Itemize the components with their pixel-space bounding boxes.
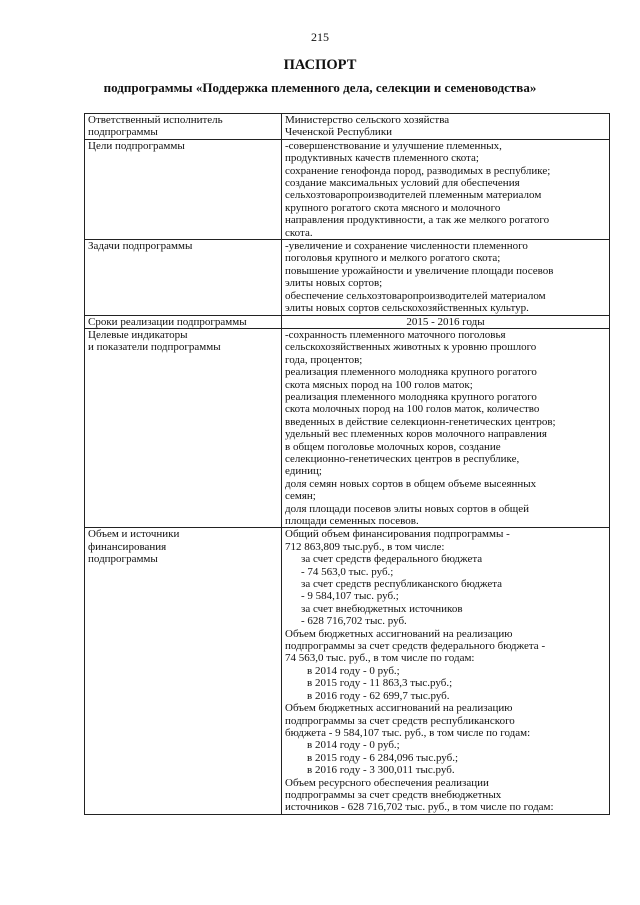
value-line: -сохранность племенного маточного поголовья: [285, 328, 506, 341]
value-line: - 74 563,0 тыс. руб.;: [301, 565, 394, 578]
value-line: реализация племенного молодняка крупного рогатого: [285, 366, 537, 379]
value-line: 712 863,809 тыс.руб., в том числе:: [285, 540, 445, 553]
value-line: в общем поголовье молочных коров, создание: [285, 440, 501, 453]
value-line: Министерство сельского хозяйства: [285, 114, 450, 126]
label-line: подпрограммы: [88, 553, 158, 566]
value-line: бюджета - 9 584,107 тыс. руб., в том числе по годам:: [285, 726, 531, 739]
value-line: в 2015 году - 11 863,3 тыс.руб.;: [307, 677, 453, 690]
value-line: подпрограммы за счет средств федерального бюджета -: [285, 640, 546, 653]
value-line: -увеличение и сохранение численности племенного: [285, 240, 528, 253]
value-line: за счет средств федерального бюджета: [301, 553, 483, 566]
value-line: Объем бюджетных ассигнований на реализацию: [285, 702, 513, 715]
table-row-financing: [85, 528, 610, 814]
label-line: Целевые индикаторы: [88, 328, 188, 341]
value-line: единиц;: [285, 465, 322, 478]
value-line: подпрограммы за счет средств республиканского: [285, 714, 515, 727]
value-line: элиты новых сортов сельскохозяйственных культур.: [285, 302, 529, 315]
value-line: Чеченской Республики: [285, 126, 393, 139]
label-line: подпрограммы: [88, 126, 158, 139]
value-line: продуктивных качеств племенного скота;: [285, 152, 479, 165]
row-label-goals: [85, 139, 282, 239]
table-row-indicators: [85, 328, 610, 528]
value-line: за счет внебюджетных источников: [301, 602, 463, 615]
row-label-financing: [85, 528, 282, 814]
value-line: в 2014 году - 0 руб.;: [307, 739, 400, 752]
value-line: обеспечение сельхозтоваропроизводителей материалом: [285, 289, 546, 302]
passport-table: [84, 113, 610, 815]
value-line: 74 563,0 тыс. руб., в том числе по годам:: [285, 652, 475, 665]
table-row-goals: [85, 139, 610, 239]
value-line: доля площади посевов элиты новых сортов в общей: [285, 502, 530, 515]
row-value-responsible: [282, 114, 610, 140]
value-line: Объем бюджетных ассигнований на реализацию: [285, 627, 513, 640]
table-row-responsible: [85, 114, 610, 140]
value-line: удельный вес племенных коров молочного направления: [285, 428, 547, 441]
label-line: финансирования: [88, 540, 167, 553]
value-line: Объем ресурсного обеспечения реализации: [285, 776, 489, 789]
value-line: реализация племенного молодняка крупного рогатого: [285, 390, 537, 403]
value-line: введенных в действие селекционн-генетических центров;: [285, 415, 556, 428]
document-title: ПАСПОРТ: [283, 57, 357, 73]
row-value-timeframe: [282, 315, 610, 328]
row-value-indicators: [282, 328, 610, 528]
value-line: - 9 584,107 тыс. руб.;: [301, 590, 399, 603]
row-value-goals: [282, 139, 610, 239]
value-line: в 2015 году - 6 284,096 тыс.руб.;: [307, 751, 459, 764]
row-label-timeframe: [85, 315, 282, 328]
label-line: Объем и источники: [88, 528, 180, 541]
value-line: года, процентов;: [285, 353, 363, 366]
value-line: семян;: [285, 490, 316, 503]
value-line: сохранение генофонда пород, разводимых в республике;: [285, 164, 551, 177]
value-line: -совершенствование и улучшение племенных,: [285, 139, 502, 152]
label-line: и показатели подпрограммы: [88, 341, 221, 354]
row-label-responsible: [85, 114, 282, 140]
value-line: крупного рогатого скота мясного и молочного: [285, 201, 501, 214]
value-line: в 2014 году - 0 руб.;: [307, 664, 400, 677]
value-line: скота мясных пород на 100 голов маток;: [285, 378, 473, 391]
label-line: Задачи подпрограммы: [88, 240, 193, 253]
value-line: 2015 - 2016 годы: [406, 315, 485, 328]
value-line: скота.: [285, 226, 313, 239]
row-label-indicators: [85, 328, 282, 528]
value-line: сельхозтоваропроизводителей племенным материалом: [285, 189, 542, 202]
label-line: Ответственный исполнитель: [88, 114, 223, 126]
page-number: 215: [311, 30, 329, 44]
row-label-tasks: [85, 240, 282, 315]
value-line: повышение урожайности и увеличение площади посевов: [285, 264, 554, 277]
value-line: в 2016 году - 3 300,011 тыс.руб.: [307, 764, 455, 777]
value-line: поголовья крупного и мелкого рогатого скота;: [285, 252, 501, 265]
table-row-tasks: [85, 240, 610, 315]
value-line: площади семенных посевов.: [285, 515, 419, 527]
value-line: селекционно-генетических центров в республике,: [285, 452, 520, 465]
value-line: скота молочных пород на 100 голов маток, количество: [285, 403, 540, 416]
value-line: направления продуктивности, а так же мелкого рогатого: [285, 214, 550, 227]
row-value-tasks: [282, 240, 610, 315]
value-line: доля семян новых сортов в общем объеме высеянных: [285, 477, 537, 490]
value-line: создание максимальных условий для обеспечения: [285, 177, 520, 190]
value-line: источников - 628 716,702 тыс. руб., в том числе по годам:: [285, 801, 554, 814]
value-line: - 628 716,702 тыс. руб.: [301, 615, 407, 628]
table-row-timeframe: [85, 315, 610, 328]
value-line: в 2016 году - 62 699,7 тыс.руб.: [307, 689, 450, 702]
value-line: подпрограммы за счет средств внебюджетных: [285, 788, 502, 801]
row-value-financing: [282, 528, 610, 814]
value-line: сельскохозяйственных животных к уровню прошлого: [285, 341, 537, 354]
label-line: Сроки реализации подпрограммы: [88, 315, 247, 328]
document-subtitle: подпрограммы «Поддержка племенного дела, селекции и семеноводства»: [103, 80, 537, 95]
value-line: за счет средств республиканского бюджета: [301, 578, 503, 591]
value-line: элиты новых сортов;: [285, 277, 383, 290]
label-line: Цели подпрограммы: [88, 139, 185, 152]
value-line: Общий объем финансирования подпрограммы -: [285, 528, 510, 541]
